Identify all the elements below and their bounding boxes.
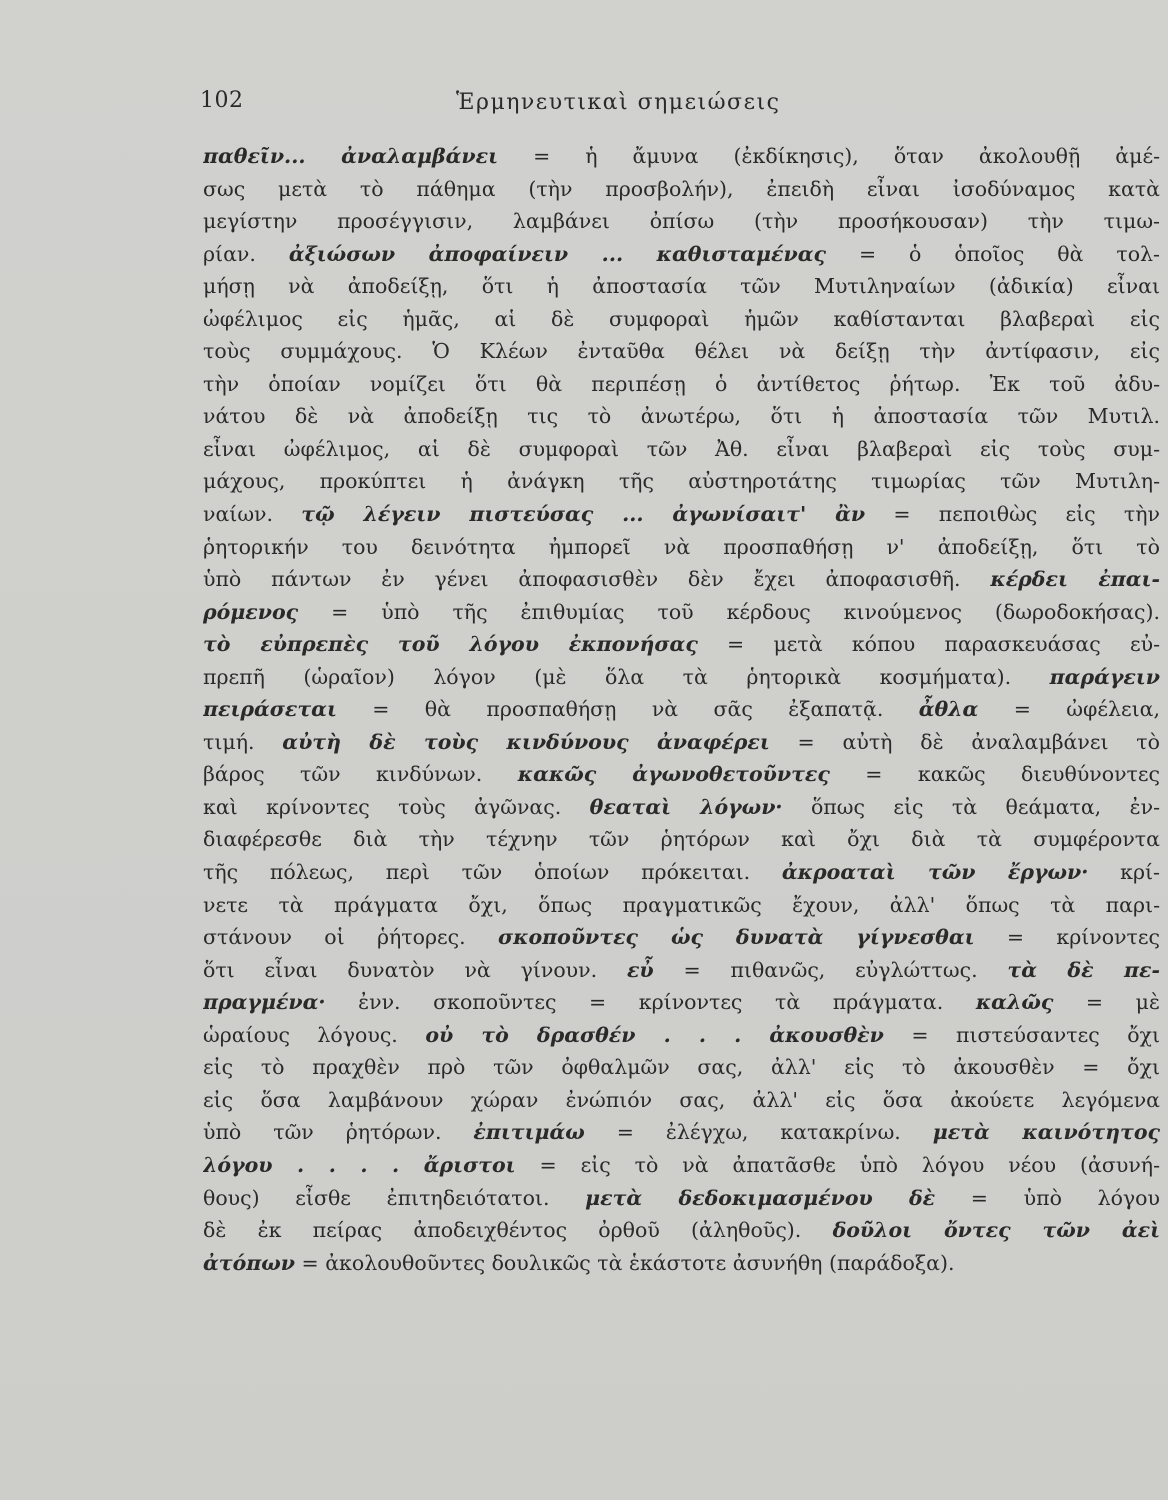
- gloss-text: ὅπως εἰς τὰ θεάματα, ἐν-: [782, 794, 1160, 819]
- text-line: [203, 921, 1160, 954]
- lemma-term: παράγειν: [1049, 664, 1160, 689]
- gloss-text: ρίαν.: [203, 241, 289, 266]
- running-title: Ἑρμηνευτικαὶ σημειώσεις: [456, 90, 781, 115]
- lemma-term: πειράσεται: [203, 697, 337, 722]
- lemma-term: εὖ: [626, 957, 654, 982]
- gloss-text: = κρίνοντες: [974, 925, 1160, 950]
- text-line: [203, 1019, 1160, 1052]
- gloss-text: = εἰς τὸ νὰ ἀπατᾶσθε ὑπὸ λόγου νέου (ἀσυνή-: [515, 1152, 1160, 1177]
- gloss-text: = αὐτὴ δὲ ἀναλαμβάνει τὸ: [769, 729, 1160, 754]
- lemma-term: τὰ δὲ πε-: [1007, 957, 1160, 982]
- gloss-text: = μετὰ κόπου παρασκευάσας εὐ-: [697, 632, 1160, 657]
- text-line: [203, 1149, 1160, 1182]
- text-line: [203, 1116, 1160, 1149]
- gloss-text: κρί-: [1088, 860, 1160, 885]
- gloss-text: δὲ ἐκ πείρας ἀποδειχθέντος ὀρθοῦ (ἀληθοῦς).: [203, 1218, 833, 1243]
- lemma-term: μετὰ δεδοκιμασμένου δὲ: [585, 1185, 936, 1210]
- gloss-text: ὅτι εἶναι δυνατὸν νὰ γίνουν.: [203, 957, 627, 982]
- text-line: [203, 368, 1160, 401]
- lemma-term: ἀκροαταὶ τῶν ἔργων·: [781, 860, 1089, 885]
- gloss-text: ῥητορικήν του δεινότητα ἠμπορεῖ νὰ προσπαθήσῃ ν' ἀποδείξῃ, ὅτι τὸ: [203, 534, 1160, 559]
- gloss-text: ὠφέλιμος εἰς ἡμᾶς, αἱ δὲ συμφοραὶ ἡμῶν καθίστανται βλαβεραὶ εἰς: [203, 306, 1160, 331]
- gloss-text: ὑπὸ τῶν ῥητόρων.: [203, 1120, 474, 1145]
- gloss-text: ὑπὸ πάντων ἐν γένει ἀποφασισθὲν δὲν ἔχει ἀποφασισθῆ.: [203, 567, 991, 592]
- text-line: [203, 954, 1160, 987]
- lemma-term: παθεῖν... ἀναλαμβάνει: [203, 144, 499, 168]
- commentary-text: [203, 140, 1160, 1279]
- gloss-text: στάνουν οἱ ῥήτορες.: [203, 925, 498, 950]
- lemma-term: πραγμένα·: [203, 990, 326, 1015]
- text-line: [203, 205, 1160, 238]
- gloss-text: σως μετὰ τὸ πάθημα (τὴν προσβολήν), ἐπειδὴ εἶναι ἰσοδύναμος κατὰ: [203, 176, 1160, 201]
- gloss-text: διαφέρεσθε διὰ τὴν τέχνην τῶν ῥητόρων καὶ ὄχι διὰ τὰ συμφέροντα: [203, 827, 1160, 852]
- text-line: [203, 791, 1160, 824]
- lemma-term: θεαταὶ λόγων·: [589, 794, 783, 819]
- text-line: [203, 531, 1160, 564]
- lemma-term: ἆθλα: [918, 697, 979, 722]
- gloss-text: = ἡ ἄμυνα (ἐκδίκησις), ὅταν ἀκολουθῇ ἀμέ-: [498, 144, 1160, 168]
- gloss-text: = ἐλέγχω, κατακρίνω.: [584, 1120, 933, 1145]
- gloss-text: εἰς ὅσα λαμβάνουν χώραν ἐνώπιόν σας, ἀλλ' εἰς ὅσα ἀκούετε λεγόμενα: [203, 1087, 1160, 1112]
- lemma-term: κακῶς ἀγωνοθετοῦντες: [517, 762, 830, 787]
- gloss-text: μεγίστην προσέγγισιν, λαμβάνει ὀπίσω (τὴν προσήκουσαν) τὴν τιμω-: [203, 209, 1160, 234]
- lemma-term: ἀξιώσων ἀποφαίνειν ... καθισταμένας: [288, 241, 827, 266]
- gloss-text: = ὑπὸ λόγου: [935, 1185, 1160, 1210]
- text-line: [203, 1214, 1160, 1247]
- gloss-text: θους) εἶσθε ἐπιτηδειότατοι.: [203, 1185, 586, 1210]
- text-line: [203, 1051, 1160, 1084]
- gloss-text: = ἀκολουθοῦντες δουλικῶς τὰ ἑκάστοτε ἀσυνήθη (παράδοξα).: [295, 1250, 955, 1275]
- page-number: 102: [200, 88, 244, 113]
- text-line: [203, 758, 1160, 791]
- gloss-text: = πιθανῶς, εὐγλώττως.: [653, 957, 1008, 982]
- gloss-text: μάχους, προκύπτει ἡ ἀνάγκη τῆς αὐστηροτάτης τιμωρίας τῶν Μυτιλη-: [203, 469, 1160, 494]
- lemma-term: ἀτόπων: [203, 1250, 295, 1275]
- text-line: [203, 498, 1160, 531]
- lemma-term: δοῦλοι ὄντες τῶν ἀεὶ: [832, 1218, 1160, 1243]
- gloss-text: μήσῃ νὰ ἀποδείξῃ, ὅτι ἡ ἀποστασία τῶν Μυτιληναίων (ἀδικία) εἶναι: [203, 274, 1160, 299]
- lemma-term: τῷ λέγειν πιστεύσας ... ἀγωνίσαιτ' ἂν: [301, 502, 866, 527]
- gloss-text: = θὰ προσπαθήσῃ νὰ σᾶς ἐξαπατᾷ.: [336, 697, 919, 722]
- gloss-text: τοὺς συμμάχους. Ὁ Κλέων ἐνταῦθα θέλει νὰ δείξῃ τὴν ἀντίφασιν, εἰς: [203, 339, 1160, 364]
- text-line: [203, 856, 1160, 889]
- text-line: [203, 726, 1160, 759]
- gloss-text: καὶ κρίνοντες τοὺς ἀγῶνας.: [203, 794, 590, 819]
- gloss-text: = πιστεύσαντες ὄχι: [883, 1022, 1160, 1047]
- gloss-text: = ὠφέλεια,: [978, 697, 1160, 722]
- lemma-term: κέρδει ἐπαι-: [990, 567, 1160, 592]
- gloss-text: τιμή.: [203, 729, 283, 754]
- gloss-text: νάτου δὲ νὰ ἀποδείξῃ τις τὸ ἀνωτέρω, ὅτι ἡ ἀποστασία τῶν Μυτιλ.: [203, 404, 1160, 429]
- gloss-text: = κακῶς διευθύνοντες: [829, 762, 1160, 787]
- text-line: [203, 823, 1160, 856]
- text-line: [203, 433, 1160, 466]
- gloss-text: ἐνν. σκοποῦντες = κρίνοντες τὰ πράγματα.: [325, 990, 976, 1015]
- text-line: [203, 400, 1160, 433]
- text-line: [203, 335, 1160, 368]
- text-line: [203, 628, 1160, 661]
- gloss-text: ναίων.: [203, 502, 302, 527]
- gloss-text: νετε τὰ πράγματα ὄχι, ὅπως πραγματικῶς ἔχουν, ἀλλ' ὅπως τὰ παρι-: [203, 892, 1160, 917]
- text-line: [203, 303, 1160, 336]
- text-line: [203, 693, 1160, 726]
- text-line: [203, 1247, 1160, 1280]
- text-line: [203, 270, 1160, 303]
- text-line: [203, 889, 1160, 922]
- lemma-term: αὐτὴ δὲ τοὺς κινδύνους ἀναφέρει: [282, 729, 770, 754]
- lemma-term: λόγου . . . . ἄριστοι: [203, 1152, 516, 1177]
- lemma-term: μετὰ καινότητος: [932, 1120, 1160, 1145]
- gloss-text: = μὲ: [1053, 990, 1160, 1015]
- text-line: [203, 1182, 1160, 1215]
- gloss-text: τὴν ὁποίαν νομίζει ὅτι θὰ περιπέσῃ ὁ ἀντίθετος ῥήτωρ. Ἐκ τοῦ ἀδυ-: [203, 371, 1160, 396]
- text-line: [203, 986, 1160, 1019]
- gloss-text: τῆς πόλεως, περὶ τῶν ὁποίων πρόκειται.: [203, 860, 782, 885]
- text-line: [203, 173, 1160, 206]
- text-line: [203, 140, 1160, 173]
- lemma-term: καλῶς: [975, 990, 1054, 1015]
- lemma-term: οὐ τὸ δρασθέν . . . ἀκουσθὲν: [425, 1022, 884, 1047]
- text-line: [203, 596, 1160, 629]
- gloss-text: πρεπῆ (ὡραῖον) λόγον (μὲ ὅλα τὰ ῥητορικὰ κοσμήματα).: [203, 664, 1050, 689]
- text-line: [203, 465, 1160, 498]
- lemma-term: τὸ εὐπρεπὲς τοῦ λόγου ἐκπονήσας: [203, 632, 698, 657]
- lemma-term: σκοποῦντες ὡς δυνατὰ γίγνεσθαι: [498, 925, 975, 950]
- text-line: [203, 1084, 1160, 1117]
- gloss-text: = ὑπὸ τῆς ἐπιθυμίας τοῦ κέρδους κινούμενος (δωροδοκήσας).: [298, 599, 1160, 624]
- text-line: [203, 238, 1160, 271]
- gloss-text: = ὁ ὁποῖος θὰ τολ-: [826, 241, 1160, 266]
- gloss-text: εἶναι ὠφέλιμος, αἱ δὲ συμφοραὶ τῶν Ἀθ. εἶναι βλαβεραὶ εἰς τοὺς συμ-: [203, 436, 1160, 461]
- text-line: [203, 661, 1160, 694]
- gloss-text: βάρος τῶν κινδύνων.: [203, 762, 518, 787]
- gloss-text: = πεποιθὼς εἰς τὴν: [865, 502, 1160, 527]
- lemma-term: ρόμενος: [203, 599, 299, 624]
- gloss-text: εἰς τὸ πραχθὲν πρὸ τῶν ὀφθαλμῶν σας, ἀλλ' εἰς τὸ ἀκουσθὲν = ὄχι: [203, 1055, 1160, 1080]
- text-line: [203, 563, 1160, 596]
- gloss-text: ὡραίους λόγους.: [203, 1022, 426, 1047]
- lemma-term: ἐπιτιμάω: [473, 1120, 585, 1145]
